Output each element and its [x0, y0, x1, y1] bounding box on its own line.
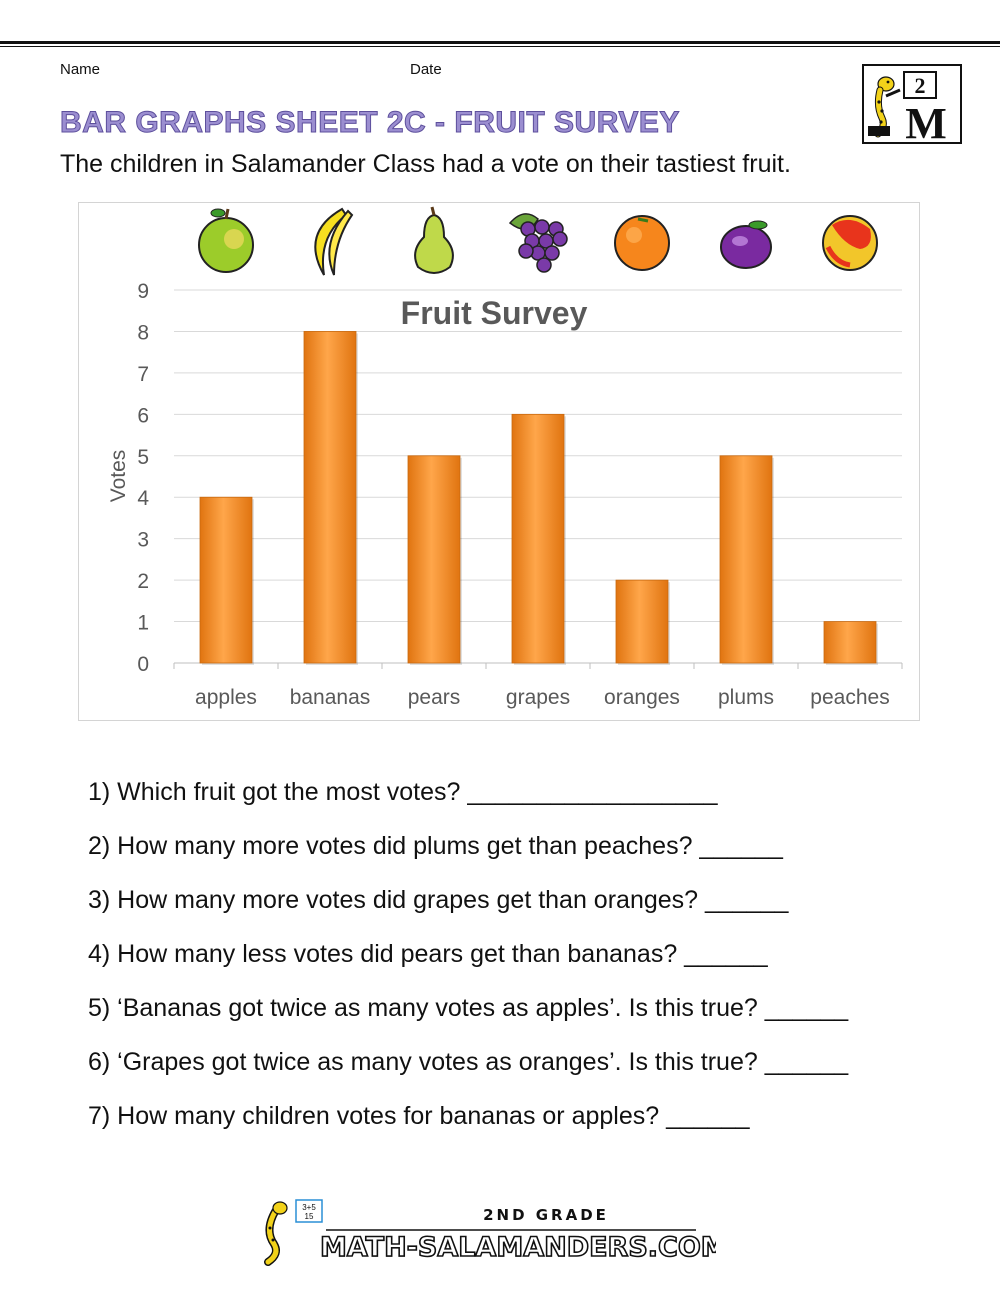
peach-icon — [823, 216, 877, 270]
question-7: 7) How many children votes for bananas or apples? ______ — [88, 1102, 750, 1130]
footer-salamander-icon — [268, 1202, 287, 1262]
pear-icon — [415, 207, 453, 273]
question-1: 1) Which fruit got the most votes? __________________ — [88, 778, 718, 806]
date-label: Date — [410, 61, 442, 78]
top-rule — [0, 41, 1000, 44]
x-category-label: grapes — [505, 686, 571, 709]
bar-peaches — [824, 622, 876, 663]
bar-oranges — [616, 580, 668, 663]
question-2: 2) How many more votes did plums get than peaches? ______ — [88, 832, 783, 860]
svg-text:M: M — [905, 99, 947, 142]
bar-plums — [720, 456, 772, 663]
chart-frame — [78, 202, 920, 721]
name-label: Name — [60, 61, 101, 78]
question-6: 6) ‘Grapes got twice as many votes as oranges’. Is this true? ______ — [88, 1048, 849, 1076]
x-category-label: peaches — [810, 686, 890, 709]
plum-icon — [721, 221, 771, 268]
x-category-label: bananas — [289, 686, 371, 709]
x-category-label: oranges — [604, 686, 680, 709]
x-category-label: pears — [407, 686, 461, 709]
bar-bananas — [304, 331, 356, 663]
y-tick-label: 8 — [137, 321, 149, 345]
x-category-label: apples — [195, 686, 257, 709]
bar-grapes — [512, 414, 564, 663]
banana-icon — [315, 209, 352, 275]
top-rule-thin — [0, 46, 1000, 47]
y-tick-label: 6 — [137, 404, 149, 428]
apple-icon — [199, 209, 253, 272]
bar-pears — [408, 456, 460, 663]
y-tick-label: 5 — [137, 445, 149, 469]
y-tick-label: 2 — [137, 570, 149, 594]
y-tick-label: 9 — [137, 280, 149, 303]
y-tick-label: 1 — [137, 611, 149, 635]
y-tick-label: 4 — [137, 487, 149, 511]
sheet-title: BAR GRAPHS SHEET 2C - FRUIT SURVEY — [60, 106, 680, 139]
x-category-label: plums — [717, 686, 775, 709]
question-3: 3) How many more votes did grapes get than oranges? ______ — [88, 886, 789, 914]
svg-text:2: 2 — [914, 73, 926, 98]
chart-title: Fruit Survey — [400, 295, 588, 331]
y-axis-label: Votes — [107, 449, 130, 503]
salamander-icon — [868, 77, 900, 136]
svg-text:MATH-SALAMANDERS.COM: MATH-SALAMANDERS.COM — [320, 1232, 716, 1263]
svg-text:3+5: 3+5 — [302, 1203, 316, 1212]
bar-apples — [200, 497, 252, 663]
fruit-survey-chart — [79, 203, 921, 722]
footer-logo — [256, 1196, 716, 1266]
y-tick-label: 7 — [137, 362, 149, 386]
y-tick-label: 0 — [137, 653, 149, 676]
orange-icon — [615, 216, 669, 270]
svg-text:2ND GRADE: 2ND GRADE — [483, 1206, 609, 1224]
grapes-icon — [510, 214, 567, 272]
intro-text: The children in Salamander Class had a vote on their tastiest fruit. — [60, 150, 791, 178]
question-5: 5) ‘Bananas got twice as many votes as apples’. Is this true? ______ — [88, 994, 849, 1022]
svg-text:15: 15 — [304, 1212, 314, 1221]
y-tick-label: 3 — [137, 528, 149, 552]
salamander-logo — [862, 64, 962, 144]
question-4: 4) How many less votes did pears get than bananas? ______ — [88, 940, 768, 968]
